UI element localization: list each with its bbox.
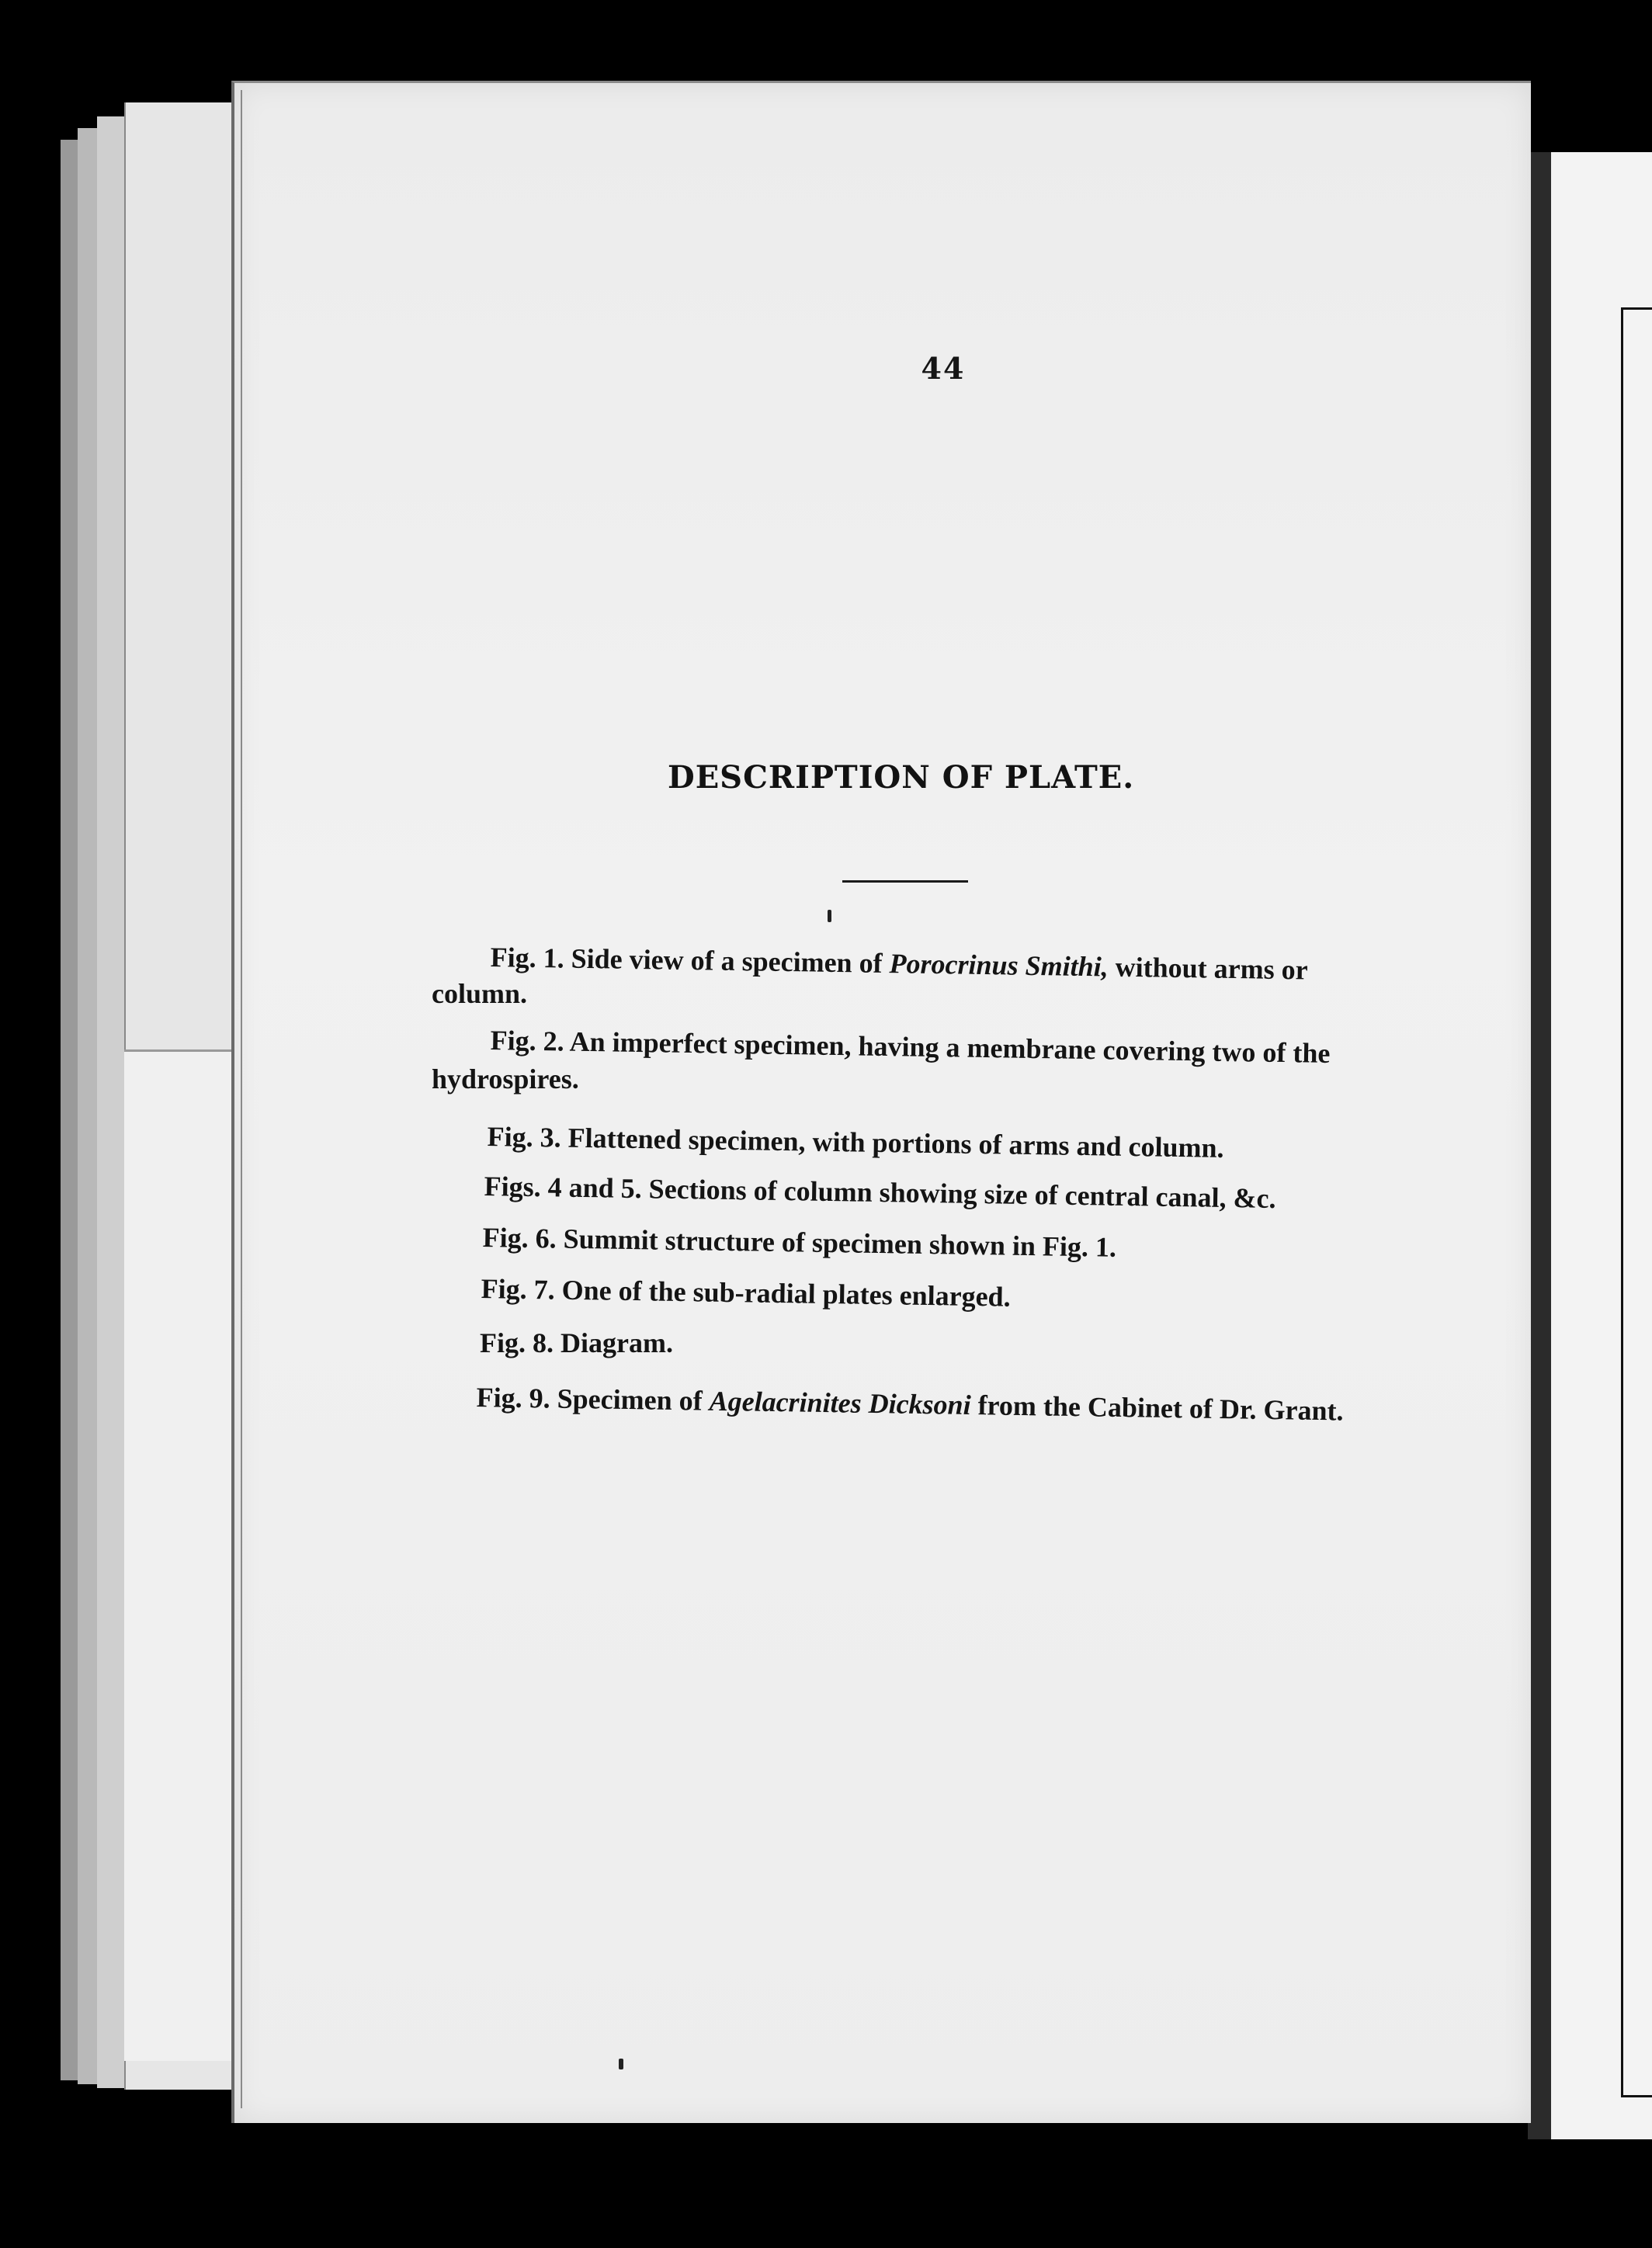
page-heading: DESCRIPTION OF PLATE. xyxy=(668,759,1135,796)
entry-fig-3-label: Fig. 3. xyxy=(487,1121,562,1153)
entry-fig-6-text: Summit structure of specimen shown in Fig. 1. xyxy=(563,1223,1117,1263)
entry-fig-3-text: Flattened specimen, with portions of arms and column. xyxy=(567,1122,1224,1164)
entry-fig-6-label: Fig. 6. xyxy=(482,1222,557,1254)
page-stack-edge xyxy=(97,116,128,2088)
page-number: 44 xyxy=(921,351,966,386)
entry-fig-1-line-2: column. xyxy=(432,978,528,1009)
entry-fig-8-label: Fig. 8. xyxy=(480,1327,554,1358)
ink-speck xyxy=(619,2059,623,2069)
entry-fig-7-label: Fig. 7. xyxy=(481,1273,556,1306)
facing-page xyxy=(1551,152,1652,2139)
entry-fig-2-label: Fig. 2. xyxy=(490,1025,565,1057)
entry-fig-8-text: Diagram. xyxy=(560,1327,673,1358)
heading-divider xyxy=(842,880,968,883)
entry-fig-9-text: Specimen of xyxy=(557,1382,710,1417)
page-gutter-shadow xyxy=(1528,152,1551,2139)
entry-fig-2-text: An imperfect specimen, having a membrane covering two of the xyxy=(569,1025,1331,1069)
entry-fig-8 xyxy=(480,1329,673,1357)
entry-fig-2-line-2: hydrospires. xyxy=(432,1063,579,1095)
entry-figs-4-5-label: Figs. 4 and 5. xyxy=(484,1171,643,1205)
page-edge-line xyxy=(241,90,242,2108)
entry-fig-7-text: One of the sub-radial plates enlarged. xyxy=(561,1274,1011,1313)
species-name-agelacrinites: Agelacrinites Dicksoni xyxy=(709,1385,971,1421)
entry-fig-1-label: Fig. 1. xyxy=(490,942,565,974)
entry-figs-4-5-text: Sections of column showing size of central canal, &c. xyxy=(648,1173,1276,1215)
ink-speck xyxy=(828,910,831,922)
main-page xyxy=(231,81,1531,2123)
entry-fig-1-text: Side view of a specimen of xyxy=(571,942,890,980)
entry-fig-9-text-end: from the Cabinet of Dr. Grant. xyxy=(970,1389,1344,1427)
entry-fig-1-text-end: without arms or xyxy=(1108,951,1308,986)
facing-page-border xyxy=(1621,307,1652,2097)
species-name-porocrinus: Porocrinus Smithi, xyxy=(889,948,1109,983)
entry-fig-9-label: Fig. 9. xyxy=(476,1382,551,1414)
